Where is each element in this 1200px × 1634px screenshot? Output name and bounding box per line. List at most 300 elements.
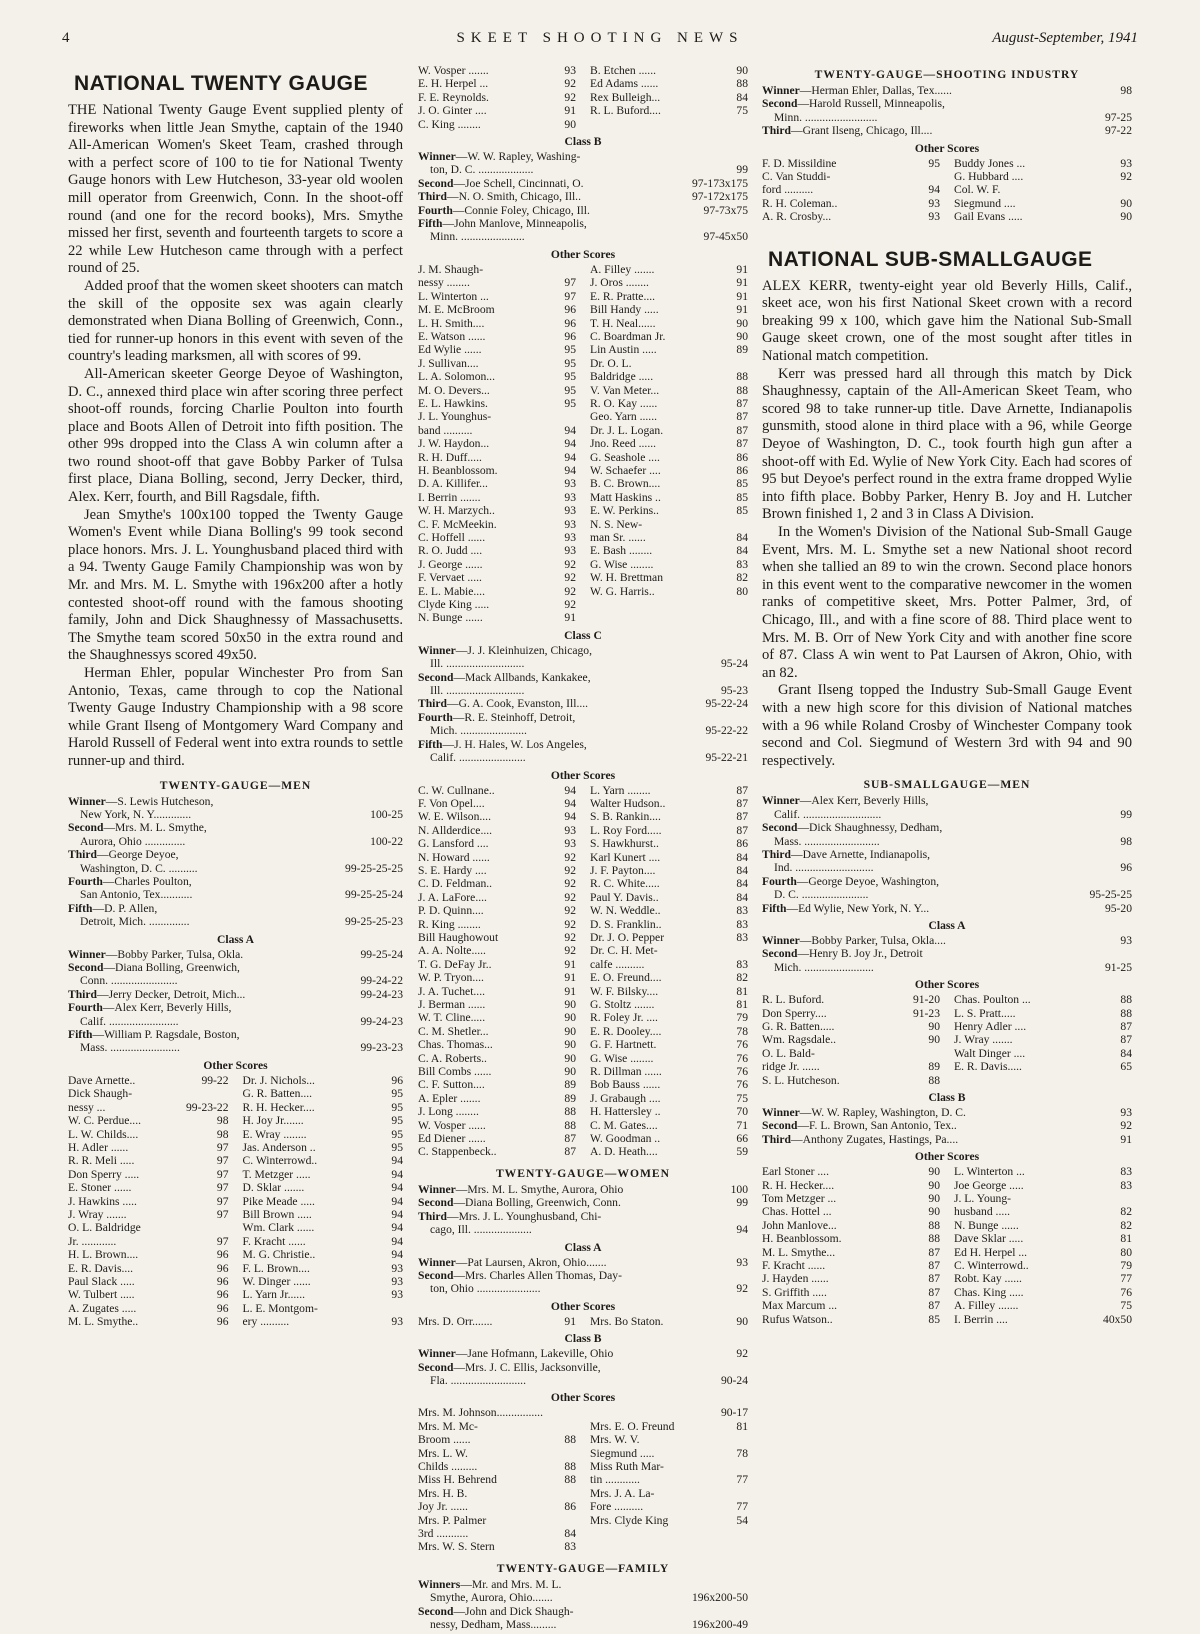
score-row: [243, 1275, 404, 1288]
shooter-name: J. Hawkins .....: [68, 1194, 137, 1208]
shooter-name: S. L. Hutcheson.: [762, 1073, 840, 1087]
shooter-name: Siegmund .....: [590, 1446, 655, 1460]
shooter-score: 91-23: [912, 1006, 940, 1020]
placing-rank: Winner: [418, 1347, 456, 1361]
score-row: [243, 1315, 404, 1328]
score-row: [762, 1192, 940, 1205]
shooter-name: Mrs. M. Johnson................: [418, 1406, 543, 1420]
shooter-score: [573, 1420, 576, 1433]
shooter-score: 94: [391, 1194, 403, 1208]
shooter-score: 89: [928, 1060, 940, 1074]
score-row: [68, 1302, 229, 1315]
scores-column: [418, 64, 576, 131]
placing-rank: Second: [418, 670, 454, 684]
placing-row: [68, 988, 403, 1001]
placing-row: [762, 1119, 1132, 1132]
score-row: [68, 1315, 229, 1328]
shooter-score: 77: [736, 1500, 748, 1514]
score-row: [590, 1487, 748, 1500]
shooter-name: F. L. Brown....: [242, 1261, 310, 1275]
shooter-name: L. E. Montgom-: [242, 1301, 318, 1315]
class-heading: Class A: [928, 918, 966, 932]
shooter-name: H. Beanblossom.: [762, 1232, 842, 1246]
score-row: [954, 1232, 1132, 1245]
placing-text: [418, 204, 700, 217]
shooter-score: 90-17: [720, 1406, 748, 1420]
shooter-name: J. Wray .......: [954, 1033, 1013, 1047]
score-row: [68, 1087, 229, 1100]
placing-text: [418, 1361, 748, 1374]
shooter-score: 94: [564, 796, 576, 810]
score-row: [590, 1514, 748, 1527]
shooter-score: 79: [736, 1011, 748, 1025]
placing-row: [418, 177, 748, 190]
score-row: [418, 384, 576, 397]
shooter-name: Max Marcum ...: [762, 1299, 838, 1313]
shooter-score: 83: [736, 557, 748, 571]
score-row: [418, 477, 576, 490]
shooter-score: [745, 1487, 748, 1500]
score-row: [418, 985, 576, 998]
shooter-name: D. A. Killifer...: [418, 477, 488, 491]
shooter-score: 86: [564, 1500, 576, 1514]
shooter-name: Bill Brown .....: [242, 1207, 312, 1221]
placing-score: 95-25-25: [1089, 888, 1132, 902]
shooter-score: 90: [1120, 210, 1132, 224]
shooter-name: Paul Y. Davis..: [590, 890, 659, 904]
placing-row-cont: [418, 751, 748, 764]
shooter-name: Paul Slack .....: [68, 1274, 135, 1288]
placing-rank: Fifth: [68, 901, 93, 915]
shooter-name: Ed Diener ......: [418, 1132, 486, 1146]
shooter-score: 94: [391, 1207, 403, 1221]
shooter-name: E. R. Davis.....: [954, 1060, 1022, 1074]
body-paragraph: Grant Ilseng topped the Industry Sub-Small Gauge Event with a new high score for this division of National matches with a 96 while Roland Crosby of Winchester Company took second and Col. Siegmund of Western 3rd with 94 and 90 respectively.: [762, 682, 1132, 769]
shooter-name: Mrs. Bo Staton.: [590, 1314, 664, 1328]
shooter-score: 94: [391, 1248, 403, 1262]
shooter-score: 88: [564, 1118, 576, 1132]
shooter-name: nessy ...: [68, 1100, 106, 1114]
placing-row: [762, 875, 1132, 888]
score-row: [590, 491, 748, 504]
score-row: [762, 183, 940, 196]
placing-rank: Winner: [68, 947, 106, 961]
shooter-score: 70: [736, 1105, 748, 1119]
score-row: [590, 1092, 748, 1105]
placing-text: [762, 794, 1132, 807]
score-row: [762, 197, 940, 210]
shooter-name: W. H. Brettman: [590, 571, 663, 585]
class-heading: Class A: [216, 932, 255, 946]
scores-column: [590, 263, 748, 625]
score-row: [418, 317, 576, 330]
score-row: [418, 998, 576, 1011]
placing-score: 96: [1120, 861, 1132, 875]
placing-row: [68, 821, 403, 834]
placing-name: —W. W. Rapley, Washing-: [455, 150, 581, 164]
score-row: [418, 918, 576, 931]
shooter-score: 88: [564, 1105, 576, 1119]
placing-text: [418, 697, 701, 710]
shooter-score: 88: [928, 1218, 940, 1232]
placing-location: D. C. .......................: [774, 888, 869, 902]
shooter-name: R. Foley Jr. ....: [590, 1011, 658, 1025]
score-row: [590, 397, 748, 410]
placing-text: [418, 738, 748, 751]
placing-text: [762, 947, 1132, 960]
shooter-name: Childs .........: [418, 1459, 478, 1473]
shooter-score: 76: [736, 1038, 748, 1052]
shooter-name: F. Von Opel....: [418, 796, 485, 810]
shooter-score: 91: [736, 303, 748, 317]
placing-row-cont: [418, 1591, 748, 1604]
shooter-score: 95: [564, 356, 576, 370]
shooter-score: 87: [1120, 1033, 1132, 1047]
score-row: [590, 985, 748, 998]
shooter-name: Earl Stoner ....: [762, 1165, 829, 1179]
score-row: [590, 518, 748, 531]
shooter-name: Dr. O. L.: [590, 356, 632, 370]
shooter-score: 87: [736, 396, 748, 410]
shooter-score: 96: [216, 1301, 229, 1315]
score-row: [590, 998, 748, 1011]
shooter-name: I. Berrin .......: [418, 490, 481, 504]
score-row: [954, 1060, 1132, 1073]
placing-row: [418, 671, 748, 684]
running-header: [62, 30, 1138, 52]
placing-row: [762, 97, 1132, 110]
score-row: [590, 330, 748, 343]
score-row: [590, 810, 748, 823]
placing-rank: Third: [68, 848, 97, 862]
shooter-score: 95: [564, 383, 576, 397]
shooter-name: C. M. Shetler...: [418, 1024, 489, 1038]
placing-name: —George Deyoe, Washington,: [796, 874, 940, 888]
shooter-name: Miss H. Behrend: [418, 1473, 497, 1487]
shooter-name: Karl Kunert ....: [590, 850, 661, 864]
shooter-score: 90: [564, 1038, 576, 1052]
shooter-score: 96: [216, 1248, 229, 1262]
other-scores-grid: [762, 157, 1132, 224]
placing-rank: Second: [68, 821, 104, 835]
shooter-score: [1129, 1192, 1132, 1205]
placing-row-cont: [68, 808, 403, 821]
shooter-score: 93: [564, 477, 576, 491]
placing-name: —Henry B. Joy Jr., Detroit: [797, 947, 923, 961]
score-row: [418, 837, 576, 850]
shooter-name: A. R. Crosby...: [762, 210, 832, 224]
shooter-name: P. D. Quinn....: [418, 904, 484, 918]
shooter-score: 84: [1120, 1046, 1132, 1060]
shooter-score: 78: [736, 1024, 748, 1038]
score-row: [418, 598, 576, 611]
score-row: [590, 477, 748, 490]
article-headline: NATIONAL TWENTY GAUGE: [74, 72, 368, 95]
score-row: [590, 303, 748, 316]
placing-location: Mass. ..........................: [774, 834, 880, 848]
shooter-score: 87: [736, 437, 748, 451]
shooter-name: Clyde King .....: [418, 598, 490, 612]
shooter-score: 93: [564, 544, 576, 558]
placing-name: —Connie Foley, Chicago, Ill.: [452, 203, 590, 217]
placing-row-cont: [68, 862, 403, 875]
shooter-name: G. Wise ........: [590, 1051, 654, 1065]
placing-name: —D. P. Allen,: [92, 901, 158, 915]
placing-name: —Mrs. M. L. Smythe, Aurora, Ohio: [455, 1182, 624, 1196]
shooter-score: 86: [736, 837, 748, 851]
shooter-score: 87: [564, 1132, 576, 1146]
score-row: [590, 891, 748, 904]
article-body: [762, 278, 1132, 771]
shooter-name: R. R. Meli .....: [68, 1154, 135, 1168]
shooter-score: 87: [736, 410, 748, 424]
shooter-score: 97: [216, 1194, 229, 1208]
shooter-score: 93: [391, 1261, 403, 1275]
shooter-name: C. F. Sutton....: [418, 1078, 485, 1092]
shooter-name: A. Filley .......: [590, 262, 655, 276]
placing-location: Minn. .........................: [774, 110, 878, 124]
shooter-name: Ed Adams ......: [590, 77, 659, 91]
other-scores-heading: Other Scores: [550, 1391, 616, 1405]
placing-row-cont: [418, 657, 748, 670]
placing-name: —George Deyoe,: [97, 848, 179, 862]
score-row: [418, 357, 576, 370]
shooter-name: L. Yarn ........: [590, 783, 651, 797]
shooter-name: Col. W. F.: [954, 183, 1001, 197]
score-row: [418, 64, 576, 77]
shooter-name: N. Howard ......: [418, 850, 490, 864]
score-row: [418, 1514, 576, 1527]
shooter-name: S. E. Hardy ....: [418, 863, 487, 877]
score-row: [590, 784, 748, 797]
placing-row-cont: [418, 1282, 748, 1295]
shooter-name: Mrs. L. W.: [418, 1446, 468, 1460]
shooter-name: G. R. Batten.....: [762, 1019, 835, 1033]
shooter-name: C. Winterrowd..: [242, 1154, 318, 1168]
placing-rank: Winners: [418, 1577, 461, 1591]
shooter-score: 87: [736, 783, 748, 797]
placing-rank: Winner: [762, 933, 800, 947]
score-row: [590, 851, 748, 864]
section-heading: TWENTY-GAUGE—WOMEN: [495, 1166, 671, 1180]
shooter-score: 95: [391, 1100, 403, 1114]
shooter-score: 90: [736, 329, 748, 343]
class-heading: Class B: [928, 1091, 966, 1104]
score-row: [954, 1192, 1132, 1205]
shooter-score: 90: [564, 1051, 576, 1065]
other-scores-heading: Other Scores: [203, 1058, 268, 1072]
shooter-name: M. L. Smythe...: [762, 1245, 836, 1259]
score-row: [590, 504, 748, 517]
shooter-score: 91: [736, 276, 748, 290]
score-row: [590, 1065, 748, 1078]
shooter-score: 84: [736, 850, 748, 864]
placing-text: [418, 1183, 727, 1196]
score-row: [418, 437, 576, 450]
shooter-score: 96: [216, 1274, 229, 1288]
shooter-name: E. Watson ......: [418, 329, 486, 343]
placing-name: —John and Dick Shaugh-: [453, 1604, 574, 1618]
placing-location: San Antonio, Tex...........: [80, 888, 193, 902]
placing-location: Smythe, Aurora, Ohio.......: [430, 1591, 553, 1605]
placing-row-cont: [68, 888, 403, 901]
score-row: [762, 1299, 940, 1312]
placing-text: [68, 1001, 403, 1014]
shooter-score: 82: [1120, 1218, 1132, 1232]
shooter-score: 87: [928, 1285, 940, 1299]
score-row: [418, 1132, 576, 1145]
shooter-name: Jno. Reed ......: [590, 437, 657, 451]
shooter-name: Mrs. P. Palmer: [418, 1513, 487, 1527]
article-body: [68, 102, 403, 771]
shooter-name: F. E. Reynolds.: [418, 90, 489, 104]
shooter-name: E. Stoner ......: [68, 1181, 132, 1195]
placing-name: —Charles Poulton,: [102, 875, 192, 888]
shooter-score: 96: [391, 1073, 403, 1087]
placing-row: [418, 711, 748, 724]
shooter-name: Ed H. Herpel ...: [954, 1245, 1028, 1259]
shooter-name: I. Berrin ....: [954, 1312, 1008, 1326]
shooter-score: 90: [1120, 196, 1132, 210]
placing-name: —G. A. Cook, Evanston, Ill....: [447, 697, 589, 711]
placing-score: 99-25-25-23: [345, 915, 403, 929]
score-row: [590, 944, 748, 957]
score-row: [762, 1060, 940, 1073]
shooter-name: Matt Haskins ..: [590, 490, 661, 504]
shooter-name: H. Joy Jr.......: [242, 1114, 304, 1128]
placing-score: 100-25: [370, 807, 403, 821]
placing-rank: Third: [762, 847, 791, 861]
scores-column: [418, 1315, 576, 1328]
shooter-score: 87: [928, 1245, 940, 1259]
shooter-name: V. Van Meter...: [590, 383, 660, 397]
shooter-name: C. Hoffell ......: [418, 531, 486, 544]
placing-score: 95-22-22: [705, 724, 748, 738]
body-paragraph: All-American skeeter George Deyoe of Washington, D. C., annexed third place win after scoring three perfect shoot-off rounds, forcing Charlie Poulton into fourth place and Boots Allen of Detroit into fifth position. The other 99s dropped into the Class A win column after a two round shoot-off that gave Bobby Parker of Tulsa first place, Diana Bolling, second, Jerry Decker, third, Alex. Kerr, fourth, and Bill Ragsdale, fifth.: [68, 365, 403, 506]
shooter-name: band ..........: [418, 423, 473, 437]
shooter-score: 81: [736, 998, 748, 1011]
class-heading: Class C: [564, 628, 602, 642]
placing-score: 98: [1120, 84, 1132, 97]
shooter-score: 92: [564, 890, 576, 904]
placing-rank: Fifth: [418, 737, 443, 751]
shooter-name: Gail Evans .....: [954, 210, 1023, 224]
shooter-score: 90: [928, 1033, 940, 1047]
shooter-score: 90: [564, 1065, 576, 1079]
placing-score: 91: [1120, 1132, 1132, 1146]
placing-rank: Second: [418, 1196, 454, 1210]
other-scores-grid: [762, 1165, 1132, 1326]
placing-row: [68, 902, 403, 915]
placing-score: 99-24-23: [360, 987, 403, 1001]
placing-location: ton, Ohio ......................: [430, 1282, 541, 1296]
shooter-name: Chas. Hottel ...: [762, 1205, 832, 1219]
shooter-name: G. Wise ........: [590, 557, 654, 571]
shooter-name: Geo. Yarn ......: [590, 410, 657, 424]
placing-row: [762, 1106, 1132, 1119]
score-row: [243, 1248, 404, 1261]
score-row: [68, 1275, 229, 1288]
placing-row-cont: [762, 111, 1132, 124]
placing-text: [762, 1119, 1116, 1132]
score-row: [418, 810, 576, 823]
score-row: [68, 1128, 229, 1141]
other-scores-grid: [762, 993, 1132, 1087]
shooter-name: Ed Wylie ......: [418, 343, 482, 357]
scores-column: [762, 157, 940, 224]
placing-rank: Second: [418, 176, 454, 190]
shooter-score: 92: [564, 904, 576, 918]
shooter-name: G. Lansford ....: [418, 837, 489, 851]
score-row: [762, 1074, 940, 1087]
shooter-score: 90: [928, 1165, 940, 1179]
shooter-score: 93: [1120, 156, 1132, 170]
score-row: [762, 210, 940, 223]
score-row: [418, 1420, 576, 1433]
shooter-score: 91: [736, 289, 748, 303]
score-row: [590, 357, 748, 370]
shooter-name: R. C. White.....: [590, 877, 660, 891]
scores-column: [418, 263, 576, 625]
shooter-name: A. A. Nolte.....: [418, 944, 486, 958]
placing-name: —Diana Bolling, Greenwich, Conn.: [453, 1196, 621, 1210]
score-row: [418, 544, 576, 557]
placing-row: [68, 875, 403, 888]
score-row: [590, 1052, 748, 1065]
shooter-name: L. Roy Ford.....: [590, 823, 662, 837]
placing-row: [68, 795, 403, 808]
placing-rank: Winner: [418, 1182, 456, 1196]
class-heading: Class B: [564, 1332, 602, 1346]
placing-score: 92: [1120, 1119, 1132, 1133]
placing-text: [418, 190, 688, 203]
placings-list: [762, 84, 1132, 138]
shooter-score: 90: [736, 64, 748, 77]
shooter-name: S. Griffith .....: [762, 1285, 827, 1299]
placing-row-cont: [418, 163, 748, 176]
score-row: [590, 263, 748, 276]
shooter-score: 87: [736, 423, 748, 437]
shooter-score: 92: [564, 90, 576, 104]
score-row: [243, 1288, 404, 1301]
score-row: [762, 1313, 940, 1326]
shooter-score: 97: [216, 1154, 229, 1168]
score-row: [418, 1052, 576, 1065]
shooter-score: 92: [564, 917, 576, 931]
shooter-name: Buddy Jones ...: [954, 156, 1026, 170]
shooter-name: W. Vosper .......: [418, 64, 489, 77]
score-row: [590, 1145, 748, 1158]
score-row: [418, 491, 576, 504]
score-row: [590, 1011, 748, 1024]
placing-rank: Fourth: [68, 1001, 103, 1015]
placing-score: 93: [1120, 933, 1132, 947]
score-row: [954, 210, 1132, 223]
section-heading: SUB-SMALLGAUGE—MEN: [863, 778, 1031, 792]
other-scores-grid: [418, 263, 748, 625]
score-row: [590, 837, 748, 850]
placing-rank: Second: [762, 97, 798, 111]
placing-text: [418, 1210, 748, 1223]
placing-rank: Third: [762, 124, 791, 138]
shooter-score: 87: [736, 810, 748, 824]
placing-score: 97-22: [1104, 124, 1132, 138]
placing-score: 91-25: [1104, 960, 1132, 974]
placing-location: Calif. ...........................: [774, 807, 882, 821]
placing-text: [68, 848, 403, 861]
placing-row-cont: [762, 888, 1132, 901]
placing-row-cont: [762, 835, 1132, 848]
